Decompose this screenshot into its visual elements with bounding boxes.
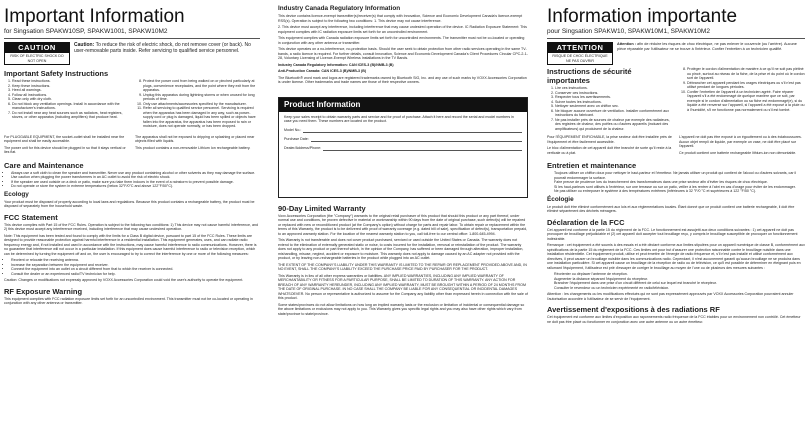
safety-columns	[4, 79, 260, 129]
fcc-heading: FCC Statement	[4, 212, 58, 222]
care-item-fr: • Toujours utiliser un chiffon doux pour nettoyer le haut-parleur et l'émetteur. Ne jamais utiliser un produit qui contient de l'alcool ou d'autres solvants, car il pourrait endommager la surface.	[554, 171, 805, 180]
french-column	[547, 0, 805, 428]
care-item-fr: • Si les haut-parleurs sont utilisés à l'extérieur, sur une terrasse ou sur un patio, veiller à les rentrer à l'abri en cas d'orage pour éviter de les endommager.	[554, 185, 805, 190]
safety-list-right	[135, 79, 260, 129]
fcc-paragraph-2-fr: Remarque : cet équipement a été soumis à des essais et a été déclaré conforme aux limites stipulées pour un appareil numérique de classe B, conformément aux spécifications de la partie 15 du règlement de la FCC. Ces limites ont pour but d'assurer une protection raisonnable contre le brouillage nuisible dans une installation résidentielle. Cet équipement produit, utilise et peut émettre de l'énergie de radio fréquence et, s'il n'est pas installé et utilisé conformément aux directives, il peut causer un brouillage nuisible dans les communications radio. Cependant, il n'est aucunement garanti qu'aucun brouillage ne se produira dans une installation particulière. Si cet appareil cause un brouillage de la réception de radio ou de télévision, ce qu'il est possible de déterminer en éteignant puis en rallumant l'équipement, l'utilisateur est prié d'essayer de corriger le brouillage au moyen de l'une ou de plusieurs des mesures suivantes :	[547, 243, 805, 270]
attention-badge-text: RISQUE DE CHOC ÉLECTRIQUE NE PAS OUVRIR	[552, 54, 608, 63]
attention-body: afin de réduire les risques de choc électrique, ne pas enlever le couvercle (ou l'arrière). Aucune pièce réparable par l'utilisateur ne se trouve à l'intérieur. Confier l'entretien à un technicien qualifié.	[617, 42, 797, 51]
pluggable-notes	[4, 135, 260, 157]
fcc-paragraph-3: Caution: Changes or modifications not expressly approved by VOXX Accessories Corporation could void the user's authority to operate the equipment.	[4, 278, 244, 283]
care-item: • If the speaker are used outside on a deck or patio, make sure you take them indoors in the event of a rainstorm to prevent possible damage.	[11, 180, 260, 185]
care-heading-fr: Entretien et maintenance	[547, 161, 637, 171]
english-column	[0, 0, 260, 428]
pluggable-note-fr: Pour l'ÉQUIPEMENT ENFICHABLE, la prise secteur doit être installée près de l'équipement et être facilement accessible.	[547, 135, 672, 144]
ic-ids: Industry Canada Regulatory Information: CAN ICES-3 (B)/NMB-3 (B)	[278, 62, 394, 67]
pluggable-note: For PLUGGABLE EQUIPMENT, the socket-outlet shall be installed near the equipment and shall be easily accessible.	[4, 134, 125, 144]
fcc-paragraph-2: Note: This equipment has been tested and found to comply with the limits for a Class B digital device, pursuant to part 15 of the FCC Rules. These limits are designed to provide reasonable protection against harmful interference in a residential installation. This equipment generates, uses, and can radiate radio frequency energy and, if not installed and used in accordance with the instructions, may cause harmful interference to radio communications. However, there is no guarantee that interference will not occur in a particular installation. If this equipment does cause harmful interference to radio or television reception, which can be determined by turning the equipment off and on, the user is encouraged to try to correct the interference by one or more of the following measures:	[4, 233, 257, 256]
power-unit-note-fr: Le bloc d'alimentation de cet appareil doit être branché de sorte qu'il reste à la verticale ou à plat.	[547, 146, 672, 155]
safety-item: 9. Unplug this apparatus during lightning storms or when unused for long periods of time.	[143, 93, 260, 102]
care-item-fr: • Faire preuve de prudence lors du branchement des transformateurs dans une prise secteur afin d'éviter les risques de choc électrique.	[554, 180, 805, 185]
safety-item-fr: 4. Suivre toutes les instructions.	[555, 100, 673, 105]
warranty-heading: 90-Day Limited Warranty	[278, 203, 366, 213]
divider	[4, 38, 260, 39]
fcc-measure-item: • Consult the dealer or an experienced radio/TV technician for help.	[11, 272, 260, 277]
safety-item-fr: 3. Respecter tous les avertissements.	[555, 95, 673, 100]
ic-paragraph-2: 2. This device must accept any interference, including interference that may cause undesired operation of the device. IC Radiation Exposure Statement: This equipment complies with IC radiation exposure limits set forth for an uncontrolled environment.	[278, 25, 527, 34]
dealer-field[interactable]: Dealer/Address/Phone:	[284, 146, 522, 151]
care-item: • Always use a soft cloth to clean the speaker and transmitter. Never use any product containing alcohol or other solvents as they may damage the surface.	[11, 171, 260, 176]
safety-item: 5. Clean only with dry cloth.	[12, 97, 129, 102]
safety-item-fr: 6. Ne bloquer aucune ouverture de ventilation. Installer conformément aux instructions du fabricant.	[555, 109, 673, 118]
model-number-field[interactable]: Model No.:	[284, 128, 522, 133]
fcc-measure-item-fr: • Brancher l'équipement dans une prise d'un circuit différent de celui sur lequel est branché le récepteur.	[554, 281, 805, 286]
safety-item: 8. Protect the power cord from being walked on or pinched particularly at plugs, convenience receptacles, and the point where they exit from the apparatus.	[143, 79, 260, 93]
ic-paragraph-4: This device operates on a no-interference, no-protection basis. Should the user seek to obtain protection from other radio services operating in the same TV-bands, a radio licence is required. For further details, consult Innovation, Science and Economic Development Canada's Client Procedures Circular CPC-2-1-28, Voluntary Licensing of Licence-Exempt Wireless Installations in the TV Bands.	[278, 47, 528, 60]
safety-item-fr: 10. Confier l'entretien de l'appareil à un technicien agréé. Faire réparer l'appareil s'il a été endommagé de quelque manière que ce soit, par exemple si le cordon d'alimentation ou sa fiche est endommagé(e), si du liquide a été renversé sur l'appareil, si l'appareil a été exposé à la pluie ou à l'humidité, s'il ne fonctionne pas normalement ou s'il est tombé.	[687, 90, 805, 113]
care-item-fr: • Ne pas utiliser ou entreposer le système à des températures extrêmes (inférieures à 32 °F/0 °C et supérieures à 122 °F/50 °C).	[554, 189, 805, 194]
model-numbers-fr: pour Singsation SPAKW10, SPAKW10M1, SPAKW10M2	[547, 28, 710, 35]
fcc-measures-list	[4, 258, 260, 276]
caution-badge-title: CAUTION	[5, 43, 69, 53]
fcc-measure-item: • Reorient or relocate the receiving antenna.	[11, 258, 260, 263]
warranty-paragraph-4: This Warranty is in lieu of all other express warranties or liabilities. ANY IMPLIED WARRANTIES, INCLUDING ANY IMPLIED WARRANTY OF MERCHANTABILITY OR FITNESS FOR A PARTICULAR PURPOSE, SHALL BE LIMITED TO DURATION OF THIS WARRANTY. ANY ACTION FOR BREACH OF ANY WARRANTY HEREUNDER, INCLUDING ANY IMPLIED WARRANTY, MUST BE BROUGHT WITHIN A PERIOD OF 24 MONTHS FROM THE DATE OF ORIGINAL PURCHASE. IN NO CASE SHALL THE COMPANY BE LIABLE FOR ANY CONSEQUENTIAL OR INCIDENTAL DAMAGES WHATSOEVER. No person or representative is authorized to assume for the Company any liability other than expressed herein in connection with the sale of this product.	[278, 273, 528, 300]
safety-item-fr: 1. Lire ces instructions.	[555, 86, 673, 91]
splash-note: The apparatus shall not be exposed to dripping or splashing or placed near objects filled with liquids.	[135, 134, 255, 144]
purchase-date-field[interactable]: Purchase Date:	[284, 137, 522, 142]
safety-heading-fr: Instructions de sécurité importantes	[547, 67, 632, 86]
safety-item-fr: 8. Protéger le cordon d'alimentation de manière à ce qu'il ne soit pas piétiné ou pincé, surtout au niveau de la fiche, de la prise et du point où le cordon sort de l'appareil.	[687, 67, 805, 81]
ecology-text-fr: Le produit doit être éliminé conformément aux lois et aux réglementations locales. Étant donné que ce produit contient une batterie rechargeable, il doit être éliminé séparément des déchets ménagers.	[547, 204, 795, 214]
splash-note-fr: L'appareil ne doit pas être exposé à un égouttement ou à des éclaboussures. Aucun objet rempli de liquide, par exemple un vase, ne doit être placé sur l'appareil.	[679, 135, 802, 149]
safety-item: 3. Heed all warnings.	[12, 88, 129, 93]
care-item: • Use caution when plugging the power transformers in an AC outlet to avoid the risk of electric shock.	[11, 175, 260, 180]
fcc-measure-item-fr: • Réorienter ou déplacer l'antenne de réception.	[554, 272, 805, 277]
care-heading: Care and Maintenance	[4, 160, 84, 170]
caution-block	[4, 42, 260, 65]
power-unit-note: The power unit for this device should be plugged in so that it stays vertical or lies flat.	[4, 145, 126, 155]
attention-badge	[547, 42, 613, 65]
caution-badge	[4, 42, 70, 65]
safety-item: 1. Read these instructions.	[12, 79, 129, 84]
model-numbers: for Singsation SPAKW10SP, SPAKW1001, SPAKW10M2	[4, 28, 168, 35]
rf-text-fr: Cet équipement est conforme aux limites d'exposition aux rayonnements radio fréquence de la FCC établies pour un environnement non contrôlé. Cet émetteur ne doit pas être placé ou fonctionner en conjonction avec une autre antenne ou un autre émetteur.	[547, 315, 801, 324]
trademark-note: The Bluetooth® word mark and logos are registered trademarks owned by Bluetooth SIG, Inc. and any use of such marks by VOXX Accessories Corporation is under license. Other trademarks and trade names are those of their respective owners.	[278, 75, 527, 84]
attention-text	[617, 42, 805, 65]
ecology-heading-fr: Écologie	[547, 195, 574, 203]
safety-heading: Important Safety Instructions	[4, 69, 109, 79]
battery-note-fr: Ce produit contient une batterie rechargeable lithium-ion non démontable.	[679, 150, 797, 155]
warranty-paragraph-3: THE EXTENT OF THE COMPANY'S LIABILITY UNDER THIS WARRANTY IS LIMITED TO THE REPAIR OR REPLACEMENT PROVIDED ABOVE AND, IN NO EVENT, SHALL THE COMPANY'S LIABILITY EXCEED THE PURCHASE PRICE PAID BY PURCHASER FOR THE PRODUCT.	[278, 262, 527, 271]
fcc-heading-fr: Déclaration de la FCC	[547, 217, 625, 227]
caution-text	[74, 42, 260, 65]
page-title: Important Information	[4, 6, 185, 27]
product-information-title: Product Information	[279, 98, 527, 112]
fcc-measure-item-fr: • Consulter le revendeur ou un technicien expérimenté en radio/télévision.	[554, 286, 805, 291]
safety-list-left	[4, 79, 129, 120]
fcc-paragraph-1: This device complies with Part 15 of the FCC Rules. Operation is subject to the following two conditions: 1) This device may not cause harmful interference, and 2) this device must accept any interference received, including interference that may cause undesired operation.	[4, 222, 259, 232]
safety-item: 6. Do not block any ventilation openings. Install in accordance with the manufacturer's instructions.	[12, 102, 129, 111]
safety-item: 10. Only use attachments/accessories specified by the manufacturer.	[143, 102, 260, 107]
safety-item: 11. Refer all servicing to qualified service personnel. Servicing is required when the apparatus has been damaged in any way, such as power-supply cord or plug is damaged, liquid has been spilled or objects have fallen into the apparatus, the apparatus has been exposed to rain or moisture, does not operate normally, or has been dropped.	[143, 106, 260, 129]
page-title-fr: Information importante	[547, 6, 738, 27]
rf-heading: RF Exposure Warning	[4, 286, 83, 296]
fcc-measure-item: • Connect the equipment into an outlet on a circuit different from that to which the receiver is connected.	[11, 267, 260, 272]
attention-badge-title: ATTENTION	[548, 43, 612, 53]
safety-list-right-fr	[679, 67, 805, 112]
rf-heading-fr: Avertissement d'expositions à des radiations RF	[547, 305, 720, 315]
pluggable-notes-fr	[547, 135, 805, 157]
fcc-paragraph-3-fr: Attention : les changements ou les modifications effectués qui ne sont pas expressément approuvés par VOXX Accessories Corporation pourraient annuler l'autorisation accordée à l'utilisateur de se servir de l'équipement.	[547, 292, 794, 301]
ic-heading: Industry Canada Regulatory Information	[278, 5, 401, 12]
fcc-paragraph-1-fr: Cet appareil est conforme à la partie 15 du règlement de la FCC. Le fonctionnement est assujetti aux deux conditions suivantes : 1) cet appareil ne doit pas provoquer de brouillage préjudiciable et (2) cet appareil doit accepter tout brouillage reçu, y compris le brouillage susceptible de provoquer un fonctionnement indésirable.	[547, 227, 798, 241]
caution-label: Caution:	[74, 42, 95, 48]
middle-column	[278, 0, 528, 428]
caution-body: To reduce the risk of electric shock, do not remove cover (or back). No user-removable parts inside. Refer servicing to qualified service personnel.	[74, 42, 251, 54]
caution-badge-text: RISK OF ELECTRIC SHOCK DO NOT OPEN	[10, 54, 64, 63]
warranty-paragraph-1: Voxx Accessories Corporation (the "Company") warrants to the original retail purchaser of this product that should this product or any part thereof, under normal use and conditions, be proven defective in material or workmanship within 90 days from the date of original purchase, such defect(s) will be repaired or replaced with new or reconditioned product (at the Company's option) without charge for parts and repair labor. To obtain repair or replacement within the terms of this Warranty, the product is to be delivered with proof of warranty coverage (e.g. dated bill of sale), specification of defect(s), transportation prepaid, to an approved warranty station. For the location of the nearest warranty station to you, call toll-free to our central office: 1-800-645-4994.	[278, 213, 528, 236]
care-item: • Do not operate or store the system in extreme temperatures (below 32°F/0°C and above 122°F/50°C).	[11, 184, 260, 189]
attention-block	[547, 42, 805, 65]
rf-text: This equipment complies with FCC radiation exposure limits set forth for an uncontrolled environment. This transmitter must not be co-located or operating in conjunction with any other antenna or transmitter.	[4, 296, 253, 306]
warranty-paragraph-2: This Warranty is not transferable and does not cover product purchased, serviced or used outside the United States or Canada. The warranty does not extend to the elimination of externally generated static or noise, to costs incurred for the installation, removal or reinstallation of the product. The warranty does not apply to any product or part thereof which, in the opinion of the Company, has suffered or been damaged through alteration, improper installation, mishandling, misuse, neglect, accident or exposure to moisture. This warranty does not apply to damage caused by an AC adapter not provided with the product, or by leaving non-rechargeable batteries in the product while plugged into an AC outlet.	[278, 238, 524, 260]
ecology-heading: Ecology	[4, 190, 29, 198]
safety-item-fr: 2. Conserver ces instructions.	[555, 91, 673, 96]
battery-note: This product contains a non-removable Lithium Ion rechargeable battery.	[135, 145, 251, 150]
divider-fr	[547, 38, 805, 39]
fcc-measures-list-fr	[547, 272, 805, 290]
safety-list-left-fr	[547, 86, 673, 131]
attention-label: Attention :	[617, 42, 636, 46]
ic-paragraph-3: This equipment complies with Canada radiation exposure limits set forth for uncontrolled environments. The transmitter must not be co-located or operating in conjunction with any other antenna or transmitter.	[278, 36, 525, 45]
safety-columns-fr	[547, 67, 805, 131]
safety-item-fr: 7. Ne pas installer près de sources de chaleur par exemple des radiateurs, des registres de chaleur, des poêles ou d'autres appareils (incluant des amplificateurs) qui produisent de la chaleur.	[555, 118, 673, 132]
safety-item-fr: 9. Débrancher cet appareil pendant les orages électriques ou s'il n'est pas utilisé pendant de longues périodes.	[687, 81, 805, 90]
fcc-measure-item: • Increase the separation between the equipment and receiver.	[11, 263, 260, 268]
product-information-box	[278, 97, 528, 198]
care-list	[4, 171, 260, 189]
product-information-text: Keep your sales receipt to obtain warranty parts and service and for proof of purchase. Attach it here and record the serial and model numbers in case you need them. These numbers are located on the product.	[284, 114, 514, 123]
ic-paragraph-1: This device contains licence-exempt transmitter(s)/receiver(s) that comply with Innovation, Science and Economic Development Canada's licence-exempt RSS(s). Operation is subject to the following two conditions: 1. This device may not cause interference.	[278, 14, 523, 23]
ic-ids-2: Anti-Production Canada: CAN ICES-3 (B)/NMB-3 (B)	[278, 69, 367, 73]
safety-item: 7. Do not install near any heat sources such as radiators, heat registers, stoves, or other apparatus (including amplifiers) that produce heat.	[12, 111, 129, 120]
care-list-fr	[547, 171, 805, 194]
warranty-paragraph-5: Some states/provinces do not allow limitations on how long an implied warranty lasts or the exclusion or limitation of incidental or consequential damage so the above limitations or exclusions may not apply to you. This Warranty gives you specific legal rights and you may also have other rights which vary from state/province to state/province.	[278, 302, 525, 316]
ecology-text: Your product must be disposed of properly according to local laws and regulations. Because this product contains a rechargeable battery, the product must be disposed of separately from the household waste.	[4, 199, 255, 209]
safety-item: 4. Follow all instructions.	[12, 93, 129, 98]
safety-item: 2. Keep these instructions.	[12, 84, 129, 89]
fcc-measure-item-fr: • Augmenter la distance séparant l'équipement du récepteur.	[554, 277, 805, 282]
safety-item-fr: 5. Nettoyer seulement avec un chiffon sec.	[555, 104, 673, 109]
